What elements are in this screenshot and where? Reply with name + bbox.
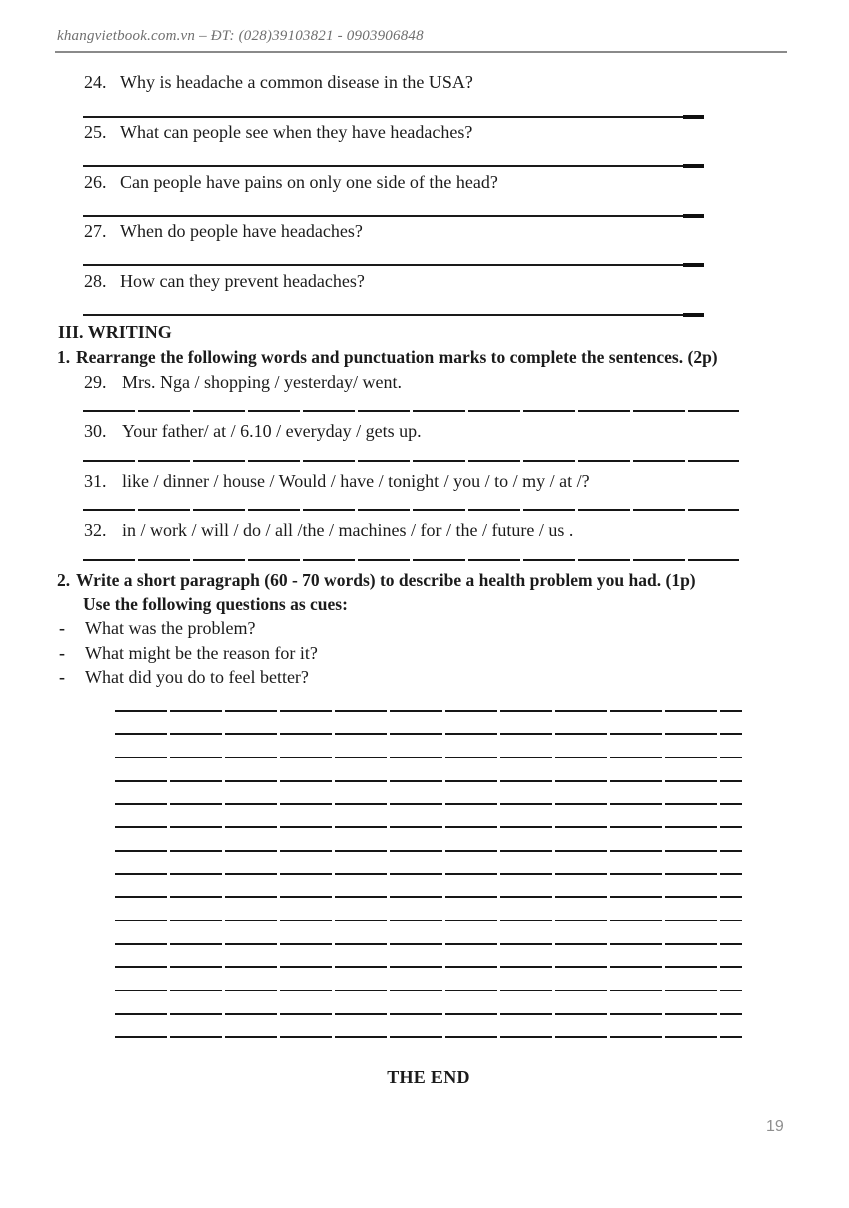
writing-line (115, 850, 742, 852)
answer-line-end-dash (683, 313, 704, 317)
writing-line (115, 733, 742, 735)
writing-lines (115, 710, 742, 1059)
task1-instruction (57, 347, 718, 368)
task-instruction-text: Write a short paragraph (60 - 70 words) to describe a health problem you had. (1p) (76, 570, 696, 590)
answer-line (83, 314, 683, 316)
item-text: in / work / will / do / all /the / machines / for / the / future / us . (122, 520, 574, 540)
page-number: 19 (766, 1118, 784, 1135)
answer-line (83, 165, 683, 167)
answer-line (83, 509, 739, 511)
question-text: What can people see when they have headaches? (120, 122, 473, 142)
question-26 (84, 172, 498, 193)
cue-item (59, 618, 255, 639)
question-text: How can they prevent headaches? (120, 271, 365, 291)
question-text: When do people have headaches? (120, 221, 363, 241)
question-number: 27. (84, 221, 107, 241)
writing-line (115, 826, 742, 828)
writing-line (115, 710, 742, 712)
writing-line (115, 966, 742, 968)
writing-line (115, 1036, 742, 1038)
item-31 (84, 471, 590, 492)
answer-line (83, 116, 683, 118)
bullet-dash: - (59, 618, 65, 638)
question-text: Can people have pains on only one side of the head? (120, 172, 498, 192)
header-publisher-info: khangvietbook.com.vn – ĐT: (028)39103821 - 0903906848 (57, 28, 424, 44)
item-text: Mrs. Nga / shopping / yesterday/ went. (122, 372, 402, 392)
answer-line (83, 215, 683, 217)
item-30 (84, 421, 422, 442)
item-32 (84, 520, 573, 541)
question-24 (84, 72, 473, 93)
writing-line (115, 896, 742, 898)
answer-line (83, 264, 683, 266)
question-number: 24. (84, 72, 107, 92)
answer-line-end-dash (683, 263, 704, 267)
writing-line (115, 1013, 742, 1015)
question-number: 25. (84, 122, 107, 142)
cue-item (59, 667, 309, 688)
answer-line (83, 410, 739, 412)
header-divider (55, 51, 787, 53)
task-number: 2. (57, 570, 71, 590)
task2-subinstruction: Use the following questions as cues: (83, 594, 348, 614)
cue-text: What did you do to feel better? (85, 667, 309, 687)
question-number: 26. (84, 172, 107, 192)
section-heading-writing: III. WRITING (58, 322, 172, 342)
item-number: 32. (84, 520, 107, 540)
question-number: 28. (84, 271, 107, 291)
writing-line (115, 873, 742, 875)
cue-item (59, 643, 318, 664)
answer-line-end-dash (683, 115, 704, 119)
writing-line (115, 780, 742, 782)
bullet-dash: - (59, 667, 65, 687)
answer-line (83, 460, 739, 462)
writing-line (115, 990, 742, 992)
writing-line (115, 920, 742, 922)
item-29 (84, 372, 402, 393)
item-text: Your father/ at / 6.10 / everyday / gets up. (122, 421, 422, 441)
cue-text: What was the problem? (85, 618, 256, 638)
item-number: 29. (84, 372, 107, 392)
question-25 (84, 122, 472, 143)
task-number: 1. (57, 347, 71, 367)
question-text: Why is headache a common disease in the USA? (120, 72, 473, 92)
question-28 (84, 271, 365, 292)
task-instruction-text: Rearrange the following words and punctuation marks to complete the sentences. (2p) (76, 347, 718, 367)
item-text: like / dinner / house / Would / have / tonight / you / to / my / at /? (122, 471, 590, 491)
task2-instruction (57, 570, 696, 591)
end-text: THE END (387, 1067, 470, 1087)
item-number: 31. (84, 471, 107, 491)
cue-text: What might be the reason for it? (85, 643, 318, 663)
item-number: 30. (84, 421, 107, 441)
answer-line-end-dash (683, 164, 704, 168)
writing-line (115, 757, 742, 759)
question-27 (84, 221, 363, 242)
answer-line-end-dash (683, 214, 704, 218)
writing-line (115, 803, 742, 805)
answer-line (83, 559, 739, 561)
writing-line (115, 943, 742, 945)
bullet-dash: - (59, 643, 65, 663)
